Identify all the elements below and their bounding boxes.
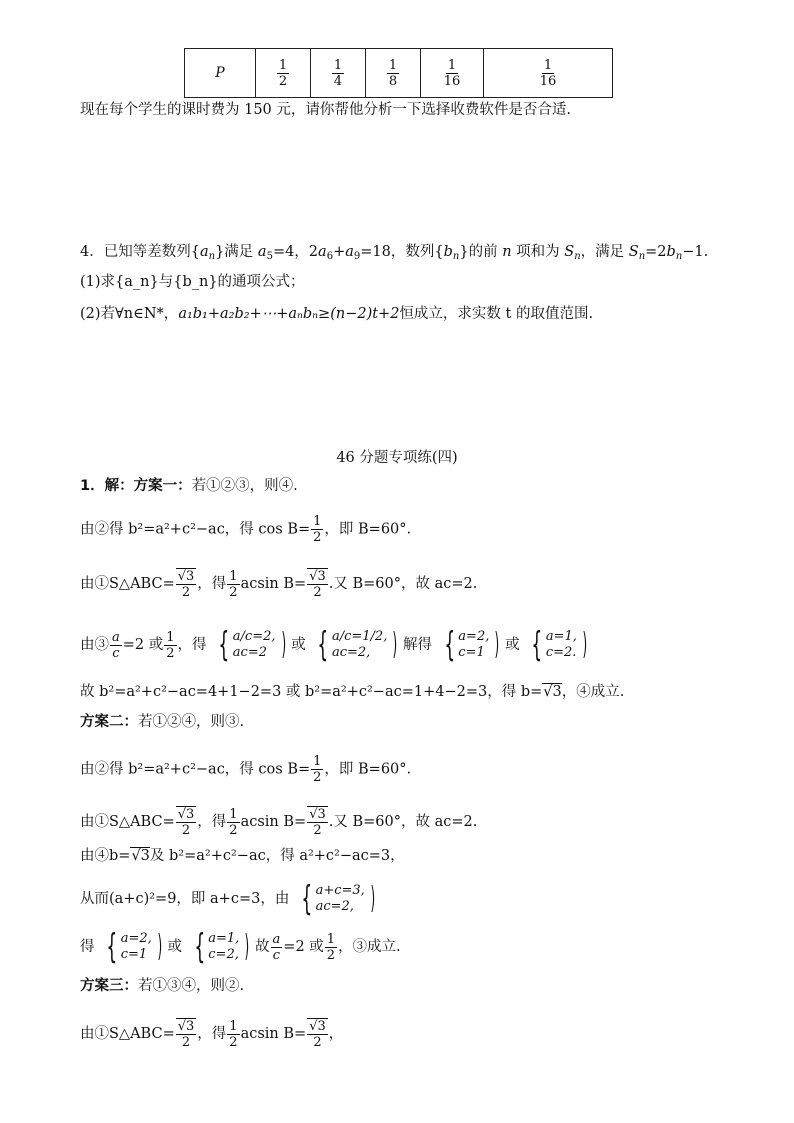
plan-2-heading: 方案二：若①②④，则③. [80,714,245,730]
equation-system: { a=1, c=2, ) [194,927,250,967]
table-row [185,49,613,98]
table-cell: $\frac{1}{16}$ [421,49,484,98]
section-title: 46 分题专项练(四) [336,450,458,466]
plan-2-sum-line: 从而(a+c)²=9，即 a+c=3，由 { a+c=3, ac=2, ) [80,882,381,916]
table-cell: $\frac{1}{4}$ [311,49,366,98]
question-4-part-1: (1)求{a_n}与{b_n}的通项公式； [80,274,305,290]
equation-system: { a=2, c=1 ) [106,927,162,967]
plan-2-conclusion: 得 { a=2, c=1 ) 或 { a=1, c=2, ) 故 $\frac{a}{c}$ =2 或 $\frac{1}{2}$ ，③成立. [80,927,401,967]
equation-system: { a/c=1/2, ac=2, ) [317,625,398,665]
plan-1-area-line: 由①S△ABC= $\frac{√3}{2}$ ，得 $\frac{1}{2}$ acsin B= $\frac{√3}{2}$ .又 B=60°，故 ac=2. [80,568,478,600]
table-row-label: P [185,49,256,98]
probability-table [184,48,613,98]
plan-3-heading: 方案三：若①③④，则②. [80,978,245,994]
equation-system: { a+c=3, ac=2, ) [301,879,376,919]
plan-1-ratio-line: 由③ $\frac{a}{c}$ =2 或 $\frac{1}{2}$ ，得 { a/c=2, ac=2 ) 或 { a/c=1/2, ac=2, ) 解得 { a=2, c=1 ) 或 { a=1, c=2. ) [80,628,593,662]
table-cell: $\frac{1}{16}$ [484,49,613,98]
table-cell: $\frac{1}{2}$ [256,49,311,98]
equation-system: { a/c=2, ac=2 ) [218,625,286,665]
plan-1-cosine-line: 由②得 b²=a²+c²−ac，得 cos B= $\frac{1}{2}$ ，即 B=60°. [80,514,412,545]
equation-system: { a=2, c=1 ) [444,625,500,665]
plan-2-cosine-line: 由②得 b²=a²+c²−ac，得 cos B= $\frac{1}{2}$ ，即 B=60°. [80,754,412,785]
equation-system: { a=1, c=2. ) [531,625,588,665]
solution-1-heading: 1．解：方案一：若①②③，则④. [80,478,298,494]
plan-1-conclusion: 故 b²=a²+c²−ac=4+1−2=3 或 b²=a²+c²−ac=1+4−2=3，得 b=√3，④成立. [80,684,625,700]
table-cell: $\frac{1}{8}$ [366,49,421,98]
fee-question-line: 现在每个学生的课时费为 150 元，请你帮他分析一下选择收费软件是否合适. [80,102,572,118]
plan-2-substitution: 由④b=√3及 b²=a²+c²−ac，得 a²+c²−ac=3， [80,848,405,864]
plan-2-area-line: 由①S△ABC= $\frac{√3}{2}$ ，得 $\frac{1}{2}$ acsin B= $\frac{√3}{2}$ .又 B=60°，故 ac=2. [80,806,478,838]
question-4-part-2: (2)若∀n∈N*，a₁b₁+a₂b₂+⋯+aₙbₙ≥(n−2)t+2恒成立，求实数 t 的取值范围. [80,306,594,322]
question-4-stem: 4．已知等差数列$\{a_n\}$满足 $a_5=4$，$2a_6+a_9=18$，数列$\{b_n\}$的前 n 项和为 $S_n$，满足 $S_n=2b_n-1$. [80,244,709,262]
plan-3-area-line: 由①S△ABC= $\frac{√3}{2}$ ，得 $\frac{1}{2}$ acsin B= $\frac{√3}{2}$ ， [80,1018,344,1050]
